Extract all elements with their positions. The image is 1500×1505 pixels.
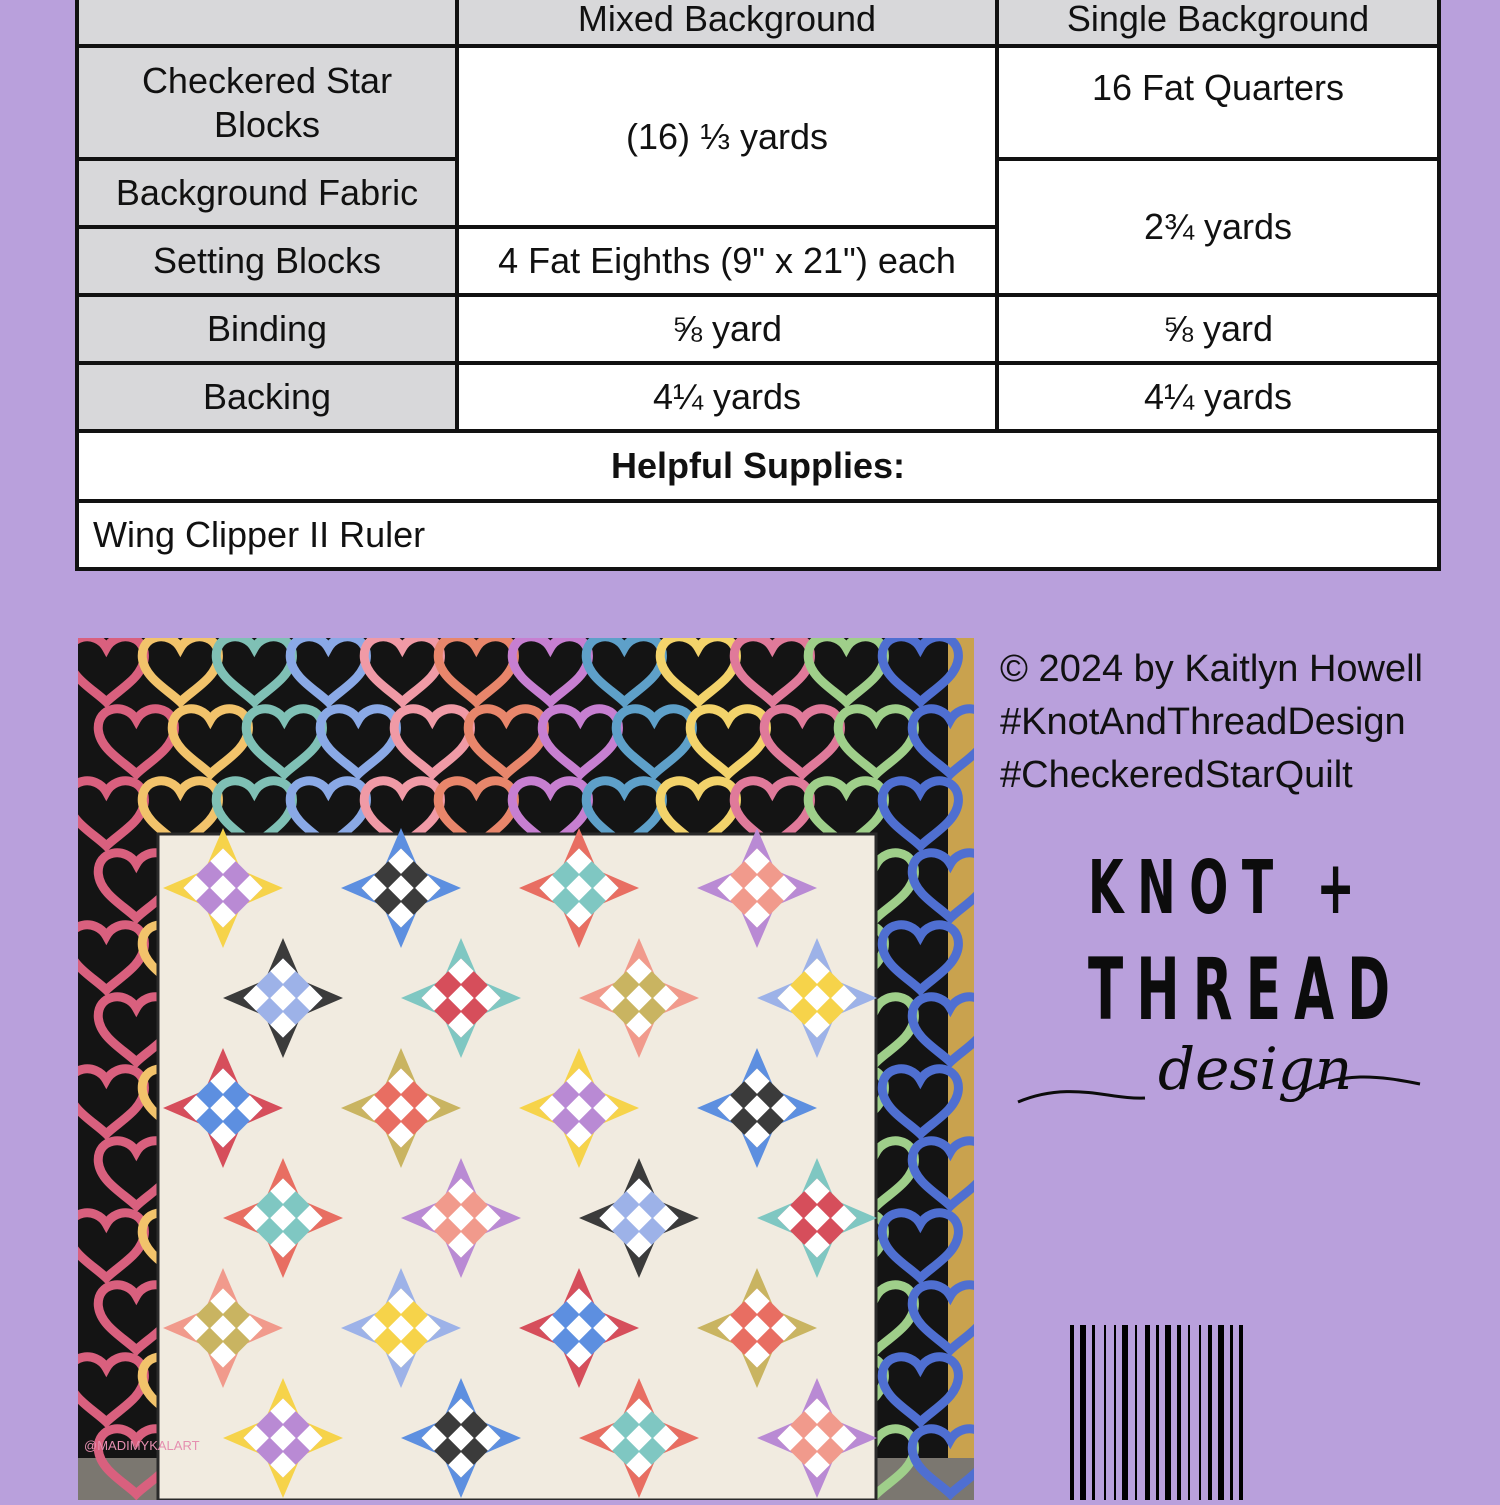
header-single-background: Single Background [997,0,1439,46]
barcode-bar [1114,1325,1116,1500]
cell-mixed-setting-blocks: 4 Fat Eighths (9" x 21") each [457,227,997,295]
row-label-checkered-star-blocks: Checkered Star Blocks [77,46,457,159]
cell-single-checkered-star-blocks: 16 Fat Quarters [997,46,1439,159]
row-label-backing: Backing [77,363,457,431]
cell-mixed-binding: ⅝ yard [457,295,997,363]
cell-single-binding: ⅝ yard [997,295,1439,363]
header-empty-cell [77,0,457,46]
barcode-bar [1165,1325,1171,1500]
copyright-text: © 2024 by Kaitlyn Howell [1000,648,1423,690]
row-label-binding: Binding [77,295,457,363]
fabric-requirements-table [75,0,1441,571]
barcode-bar [1145,1325,1150,1500]
barcode-bar [1070,1325,1074,1500]
row-label-setting-blocks: Setting Blocks [77,227,457,295]
supplies-row [77,501,1439,569]
table-row [77,46,1439,159]
table-header-row [77,0,1439,46]
logo-line-knot: KNOT + [1088,845,1369,931]
logo-line-design: design [1158,1035,1353,1103]
quilt-photo [78,638,974,1500]
credits [1000,643,1423,802]
hashtag-brand: #KnotAndThreadDesign [1000,701,1406,743]
cell-mixed-blocks-background: (16) ⅓ yards [457,46,997,227]
knot-thread-logo [1010,845,1430,1145]
table-row [77,295,1439,363]
barcode-bar [1122,1325,1128,1500]
table-row [77,363,1439,431]
supplies-heading: Helpful Supplies: [77,431,1439,501]
barcode-bar [1239,1325,1243,1500]
row-label-background-fabric: Background Fabric [77,159,457,227]
photo-watermark: @MADIMYKALART [84,1438,200,1453]
barcode-bar [1092,1325,1095,1500]
cell-single-background-setting: 2¾ yards [997,159,1439,295]
barcode-bar [1080,1325,1086,1500]
barcode-bar [1135,1325,1137,1500]
barcode-icon [1070,1325,1370,1500]
logo-line-thread: THREAD [1088,940,1404,1040]
barcode-bar [1177,1325,1181,1500]
barcode-bar [1199,1325,1201,1500]
cell-single-backing: 4¼ yards [997,363,1439,431]
header-mixed-background: Mixed Background [457,0,997,46]
hashtag-quilt: #CheckeredStarQuilt [1000,754,1353,796]
cell-mixed-backing: 4¼ yards [457,363,997,431]
barcode-bar [1230,1325,1233,1500]
barcode-bar [1156,1325,1159,1500]
barcode-bar [1208,1325,1212,1500]
barcode-bar [1104,1325,1106,1500]
barcode-bar [1218,1325,1224,1500]
supply-item: Wing Clipper II Ruler [77,501,1439,569]
barcode-bar [1188,1325,1190,1500]
supplies-heading-row [77,431,1439,501]
